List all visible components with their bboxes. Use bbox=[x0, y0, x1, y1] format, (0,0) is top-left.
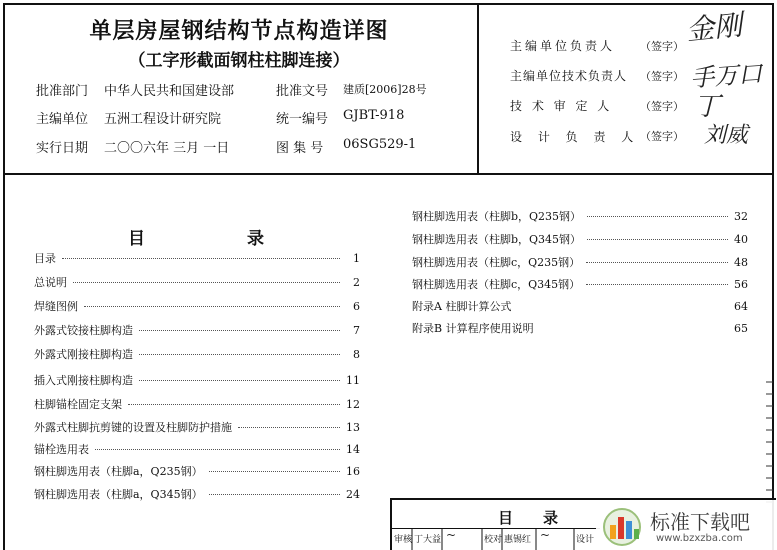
toc-entry-title: 钢柱脚选用表（柱脚b，Q345钢） bbox=[412, 233, 582, 246]
check-label: 校对 bbox=[484, 535, 503, 545]
toc-entry-title: 外露式铰接柱脚构造 bbox=[34, 324, 133, 337]
toc-entry[interactable] bbox=[412, 276, 748, 292]
signature-tag: （签字） bbox=[640, 130, 684, 143]
watermark-url: www.bzxzba.com bbox=[656, 533, 743, 544]
toc-leader bbox=[238, 427, 340, 428]
reviewer-name: 丁大益 bbox=[414, 535, 442, 545]
toc-entry-page: 16 bbox=[346, 465, 360, 478]
toc-entry-title: 锚栓选用表 bbox=[34, 443, 89, 456]
signature-tag: （签字） bbox=[640, 40, 684, 53]
checker-signature-icon: ~ bbox=[540, 528, 551, 542]
toc-entry-page: 7 bbox=[353, 324, 360, 337]
toc-entry-page: 32 bbox=[734, 210, 748, 223]
toc-entry-page: 14 bbox=[346, 443, 360, 456]
signature-image: 手万口 bbox=[689, 59, 764, 93]
toc-entry[interactable] bbox=[34, 322, 360, 338]
toc-entry-page: 24 bbox=[346, 488, 360, 501]
approve-doc: 建质[2006]28号 bbox=[343, 83, 427, 96]
toc-leader bbox=[586, 262, 728, 263]
toc-entry-title: 外露式刚接柱脚构造 bbox=[34, 348, 133, 361]
watermark-text: 标准下载吧 bbox=[650, 510, 750, 534]
toc-leader bbox=[95, 449, 340, 450]
toc-entry[interactable] bbox=[34, 396, 360, 412]
toc-entry[interactable] bbox=[34, 298, 360, 314]
toc-entry[interactable] bbox=[412, 320, 748, 336]
approve-dept-label: 批准部门 bbox=[36, 84, 89, 99]
toc-entry[interactable] bbox=[34, 419, 360, 435]
toc-leader bbox=[587, 239, 728, 240]
toc-entry-title: 附录B 计算程序使用说明 bbox=[412, 322, 534, 335]
signature-role: 技 术 审 定 人 bbox=[510, 99, 613, 113]
effective-label: 实行日期 bbox=[36, 141, 89, 156]
toc-entry-title: 钢柱脚选用表（柱脚c，Q345钢） bbox=[412, 278, 581, 291]
watermark-logo-icon bbox=[600, 503, 644, 547]
editor-unit: 五洲工程设计研究院 bbox=[104, 112, 222, 127]
toc-entry-title: 插入式刚接柱脚构造 bbox=[34, 374, 133, 387]
toc-entry-title: 焊缝图例 bbox=[34, 300, 78, 313]
toc-entry[interactable] bbox=[412, 298, 748, 314]
signature-tag: （签字） bbox=[640, 100, 684, 113]
approve-doc-label: 批准文号 bbox=[276, 84, 329, 99]
toc-entry-title: 钢柱脚选用表（柱脚b，Q235钢） bbox=[412, 210, 582, 223]
footer-title: 目 录 bbox=[498, 509, 559, 527]
toc-entry[interactable] bbox=[34, 346, 360, 362]
editor-unit-label: 主编单位 bbox=[36, 112, 89, 127]
toc-entry-title: 柱脚锚栓固定支架 bbox=[34, 398, 122, 411]
atlas-no: 06SG529-1 bbox=[343, 137, 417, 152]
reviewer-signature-icon: ~ bbox=[446, 528, 457, 542]
review-label: 审核 bbox=[394, 535, 413, 545]
document-title: 单层房屋钢结构节点构造详图 bbox=[89, 19, 389, 44]
signature-role: 主编单位负责人 bbox=[510, 39, 616, 53]
signature-image: 丁 bbox=[694, 92, 721, 122]
toc-entry[interactable] bbox=[34, 274, 360, 290]
checker-name: 惠锡红 bbox=[504, 535, 532, 545]
toc-entry-page: 56 bbox=[734, 278, 748, 291]
signature-role: 主编单位技术负责人 bbox=[510, 69, 628, 83]
toc-entry[interactable] bbox=[34, 441, 360, 457]
toc-entry-title: 附录A 柱脚计算公式 bbox=[412, 300, 512, 313]
toc-entry-title: 总说明 bbox=[34, 276, 67, 289]
design-label: 设计 bbox=[576, 535, 595, 545]
toc-entry[interactable] bbox=[412, 208, 748, 224]
toc-leader bbox=[209, 494, 340, 495]
toc-entry[interactable] bbox=[412, 231, 748, 247]
toc-entry-title: 外露式柱脚抗剪键的设置及柱脚防护措施 bbox=[34, 421, 232, 434]
signature-image: 刘威 bbox=[704, 123, 749, 148]
binding-margin-marks bbox=[766, 380, 774, 510]
footer-cell-dividers bbox=[390, 529, 600, 550]
toc-leader bbox=[139, 330, 340, 331]
toc-entry[interactable] bbox=[34, 372, 360, 388]
toc-leader bbox=[84, 306, 340, 307]
toc-entry-page: 13 bbox=[346, 421, 360, 434]
toc-leader bbox=[587, 216, 728, 217]
unified-no-label: 统一编号 bbox=[276, 112, 329, 127]
toc-leader bbox=[139, 380, 340, 381]
toc-entry-page: 12 bbox=[346, 398, 360, 411]
toc-entry-page: 64 bbox=[734, 300, 748, 313]
approve-dept: 中华人民共和国建设部 bbox=[104, 84, 235, 99]
toc-entry-page: 2 bbox=[353, 276, 360, 289]
toc-entry-title: 钢柱脚选用表（柱脚a，Q345钢） bbox=[34, 488, 203, 501]
toc-heading: 目 录 bbox=[128, 229, 264, 249]
toc-entry[interactable] bbox=[34, 250, 360, 266]
toc-entry-page: 40 bbox=[734, 233, 748, 246]
toc-entry-title: 钢柱脚选用表（柱脚a，Q235钢） bbox=[34, 465, 203, 478]
toc-leader bbox=[62, 258, 340, 259]
document-subtitle: （工字形截面钢柱柱脚连接） bbox=[128, 51, 350, 71]
toc-leader bbox=[586, 284, 728, 285]
signature-role: 设 计 负 责 人 bbox=[510, 130, 640, 144]
toc-entry[interactable] bbox=[34, 486, 360, 502]
toc-leader bbox=[73, 282, 340, 283]
toc-entry-page: 1 bbox=[353, 252, 360, 265]
signature-tag: （签字） bbox=[640, 70, 684, 83]
toc-entry[interactable] bbox=[412, 254, 748, 270]
toc-leader bbox=[128, 404, 340, 405]
toc-entry-title: 钢柱脚选用表（柱脚c，Q235钢） bbox=[412, 256, 581, 269]
toc-leader bbox=[209, 471, 340, 472]
toc-leader bbox=[139, 354, 340, 355]
atlas-no-label: 图 集 号 bbox=[276, 141, 324, 156]
toc-entry-page: 65 bbox=[734, 322, 748, 335]
toc-entry[interactable] bbox=[34, 463, 360, 479]
toc-entry-page: 6 bbox=[353, 300, 360, 313]
unified-no: GJBT-918 bbox=[343, 108, 405, 123]
toc-entry-title: 目录 bbox=[34, 252, 56, 265]
effective-date: 二〇〇六年 三月 一日 bbox=[104, 141, 230, 156]
signature-image: 金刚 bbox=[684, 8, 744, 47]
toc-entry-page: 48 bbox=[734, 256, 748, 269]
toc-entry-page: 8 bbox=[353, 348, 360, 361]
toc-entry-page: 11 bbox=[346, 374, 360, 387]
